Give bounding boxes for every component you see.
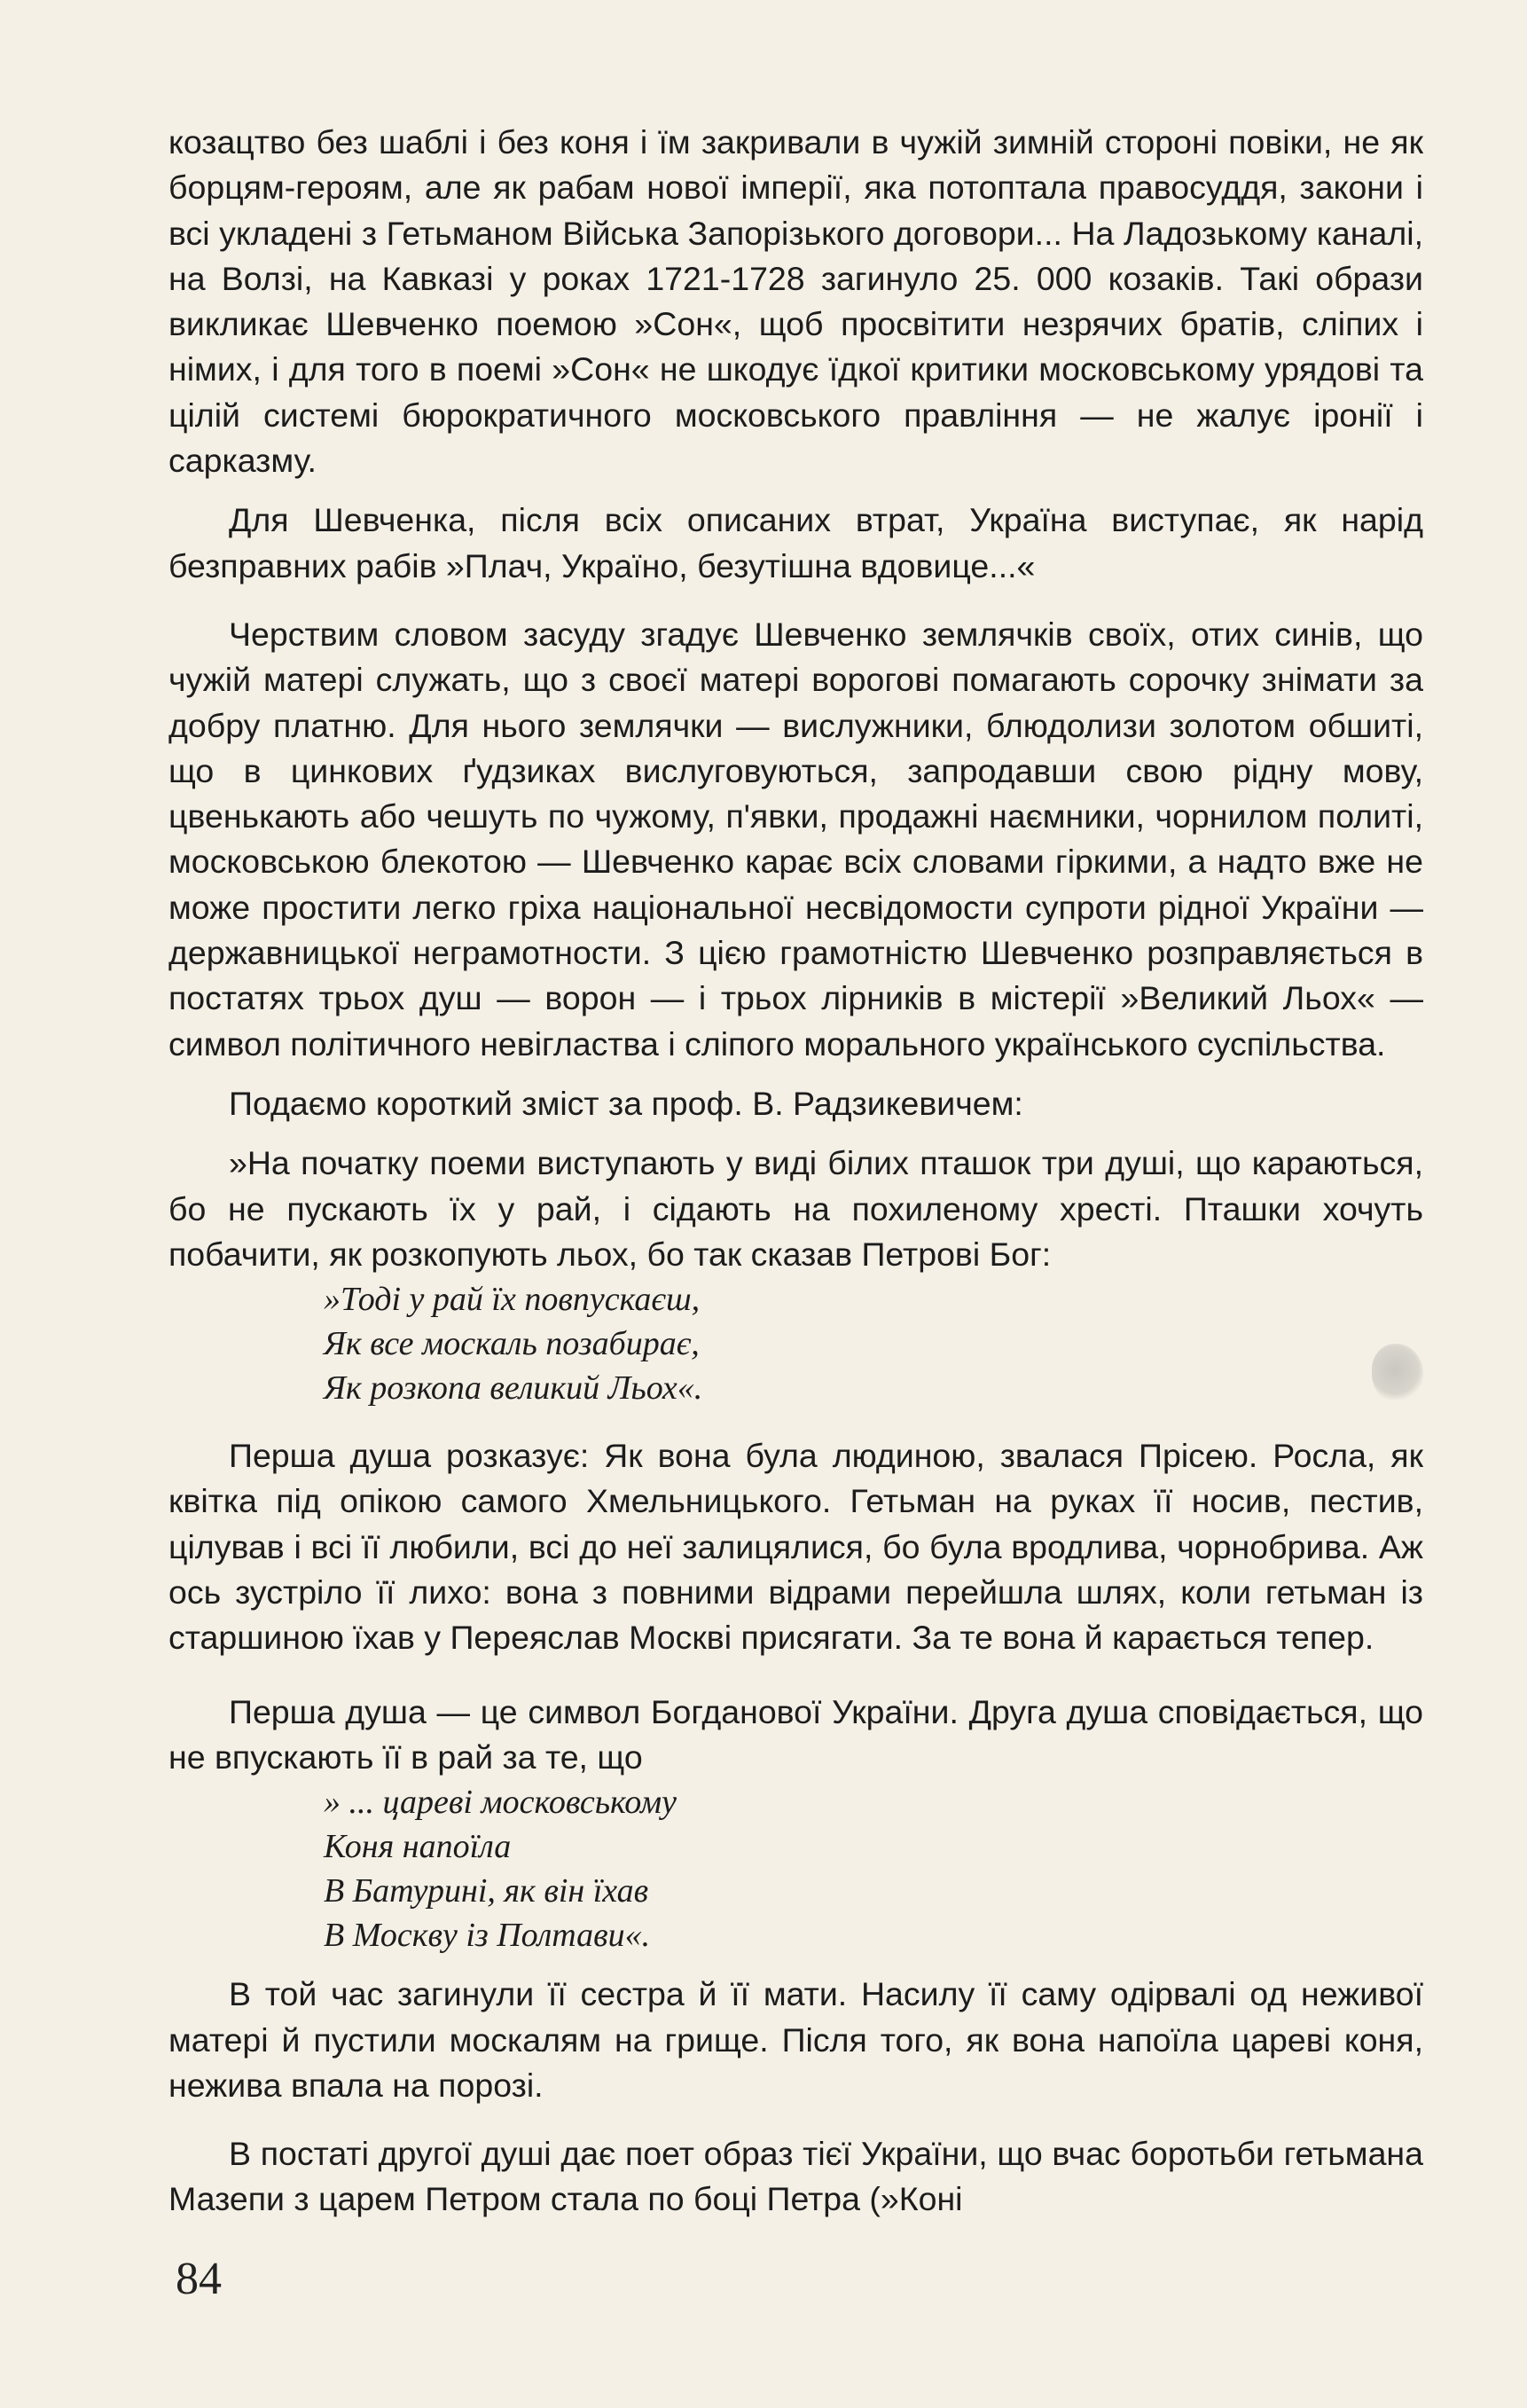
paragraph-first-soul: Перша душа розказує: Як вона була людиною, звалася Прісею. Росла, як квітка під опікою самого Хмельницького. Гетьман на руках її носив, пестив, цілував і всі її любили, всі до неї залицялися, бо була вродлива, чорнобрива. Аж ось зустріло її лихо: вона з повними відрами перейшла шлях, коли гетьман із старшиною їхав у Переяслав Москві присягати. За те вона й карається тепер. <box>168 1437 1423 1657</box>
paragraph-ukraine-slaves: Для Шевченка, після всіх описаних втрат, Україна виступає, як нарід безправних рабів »Плач, Україно, безутішна вдовице...« <box>168 501 1423 584</box>
verse-line: » ... цареві московському <box>324 1784 677 1822</box>
paragraph-mazepa: В постаті другої душі дає поет образ тієї України, що вчас боротьби гетьмана Мазепи з царем Петром стала по боці Петра (»Коні <box>168 2135 1423 2218</box>
verse-line: Коня напоїла <box>324 1828 512 1866</box>
verse-line: Як розкопа великий Льох«. <box>324 1369 703 1408</box>
page-number: 84 <box>176 2254 222 2304</box>
verse-line: »Тоді у рай їх повпускаєш, <box>324 1281 701 1319</box>
verse-line: В Батурині, як він їхав <box>324 1872 649 1910</box>
verse-line: В Москву із Полтави«. <box>324 1917 651 1955</box>
paragraph-countrymen: Черствим словом засуду згадує Шевченко землячків своїх, отих синів, що чужій матері служать, що з своєї матері ворогові помагають сорочку знімати за добру платню. Для нього землячки — вислужники, блюдолизи золотом обшиті, що в цинкових ґудзиках вислуговуються, запродавши свою рідну мову, цвенькають або чешуть по чужому, п'явки, продажні наємники, чорнилом политі, московською блекотою — Шевченко карає всіх словами гіркими, а надто вже не може простити легко гріха національної несвідомости супроти рідної України — державницької неграмотности. З цією грамотністю Шевченко розправляється в постатях трьох душ — ворон — і трьох лірників в містерії »Великий Льох« — символ політичного невігластва і сліпого морального українського суспільства. <box>168 615 1423 1063</box>
paragraph-sister-mother: В той час загинули її сестра й її мати. Насилу її саму одірвалі од неживої матері й пустили москалям на грище. Після того, як вона напоїла цареві коня, нежива впала на порозі. <box>168 1975 1423 2104</box>
paragraph-cossacks: козацтво без шаблі і без коня і їм закривали в чужій зимній стороні повіки, не як борцям-героям, але як рабам нової імперії, яка потоптала правосуддя, закони і всі укладені з Гетьманом Війська Запорізького договори... На Ладозькому каналі, на Волзі, на Кавказі у роках 1721-1728 загинуло 25. 000 козаків. Такі образи викликає Шевченко поемою »Сон«, щоб просвітити незрячих братів, сліпих і німих, і для того в поемі »Сон« не шкодує їдкої критики московському урядові та цілій системі бюрократичного московського правління — не жалує іронії і сарказму. <box>168 123 1423 480</box>
page-body <box>168 120 1423 2223</box>
verse-line: Як все москаль позабирає, <box>324 1325 700 1363</box>
paragraph-second-soul: Перша душа — це символ Богданової України. Друга душа сповідається, що не впускають її в рай за те, що <box>168 1692 1423 1776</box>
paper-stain <box>1372 1344 1423 1402</box>
paragraph-three-souls: »На початку поеми виступають у виді білих пташок три душі, що караються, бо не пускають їх у рай, і сідають на похиленому хресті. Пташки хочуть побачити, як розкопують льох, бо так сказав Петрові Бог: <box>168 1144 1423 1273</box>
verse-quote-2 <box>168 1780 1423 1957</box>
verse-quote-1 <box>168 1277 1423 1410</box>
paragraph-summary-intro: Подаємо короткий зміст за проф. В. Радзикевичем: <box>229 1084 1023 1122</box>
